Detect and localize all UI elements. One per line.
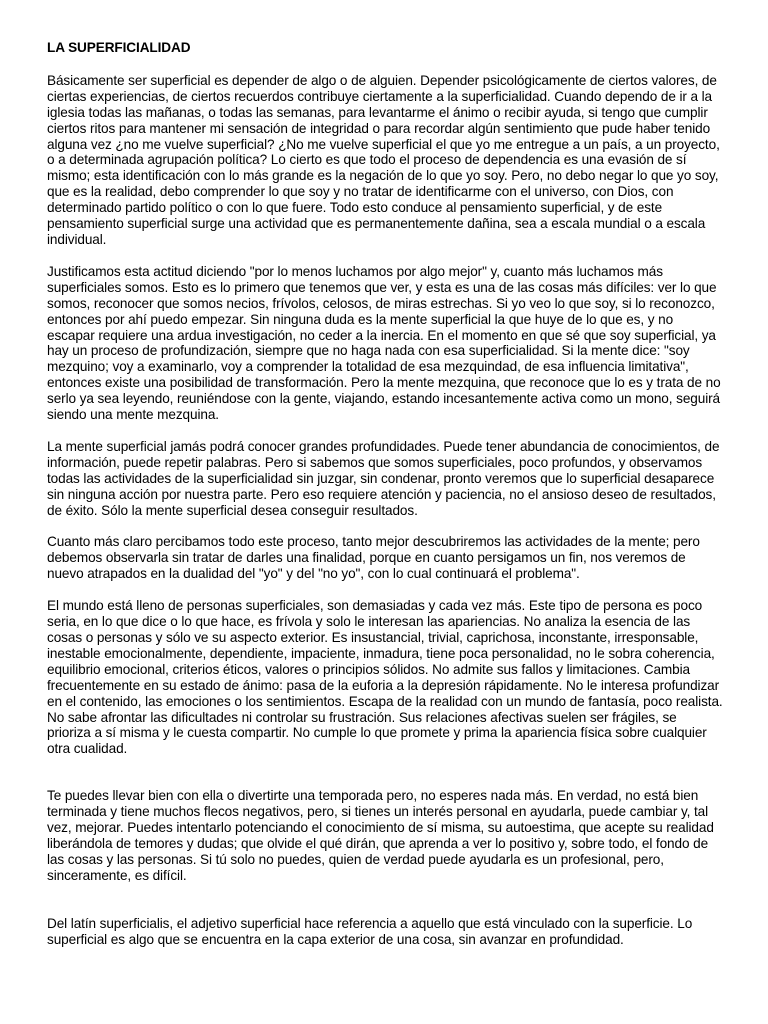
paragraph-6: Te puedes llevar bien con ella o divertirte una temporada pero, no esperes nada más. En verdad, no está bien terminada y tiene muchos flecos negativos, pero, si tienes un interés personal en ayudarla, puede cambiar y, tal vez, mejorar. Puedes intentarlo potenciando el conocimiento de sí misma, su autoestima, que acepte su realidad liberándola de temores y dudas; que olvide el qué dirán, que aprenda a ver lo positivo y, sobre todo, el fondo de las cosas y las personas. Si tú solo no puedes, quien de verdad puede ayudarla es un profesional, pero, sinceramente, es difícil. (47, 788, 714, 883)
document-title: LA SUPERFICIALIDAD (47, 40, 191, 55)
paragraph-3: La mente superficial jamás podrá conocer grandes profundidades. Puede tener abundancia de conocimientos, de información, puede repetir palabras. Pero si sabemos que somos superficiales, poco profundos, y observamos todas las actividades de la superficialidad sin juzgar, sin condenar, pronto veremos que lo superficial desaparece sin ninguna acción por nuestra parte. Pero eso requiere atención y paciencia, no el ansioso deseo de resultados, de éxito. Sólo la mente superficial desea conseguir resultados. (47, 438, 720, 518)
document-page (47, 40, 723, 948)
paragraph-7: Del latín superficialis, el adjetivo superficial hace referencia a aquello que está vinculado con la superficie. Lo superficial es algo que se encuentra en la capa exterior de una cosa, sin avanzar en profundidad. (47, 915, 693, 947)
paragraph-5: El mundo está lleno de personas superficiales, son demasiadas y cada vez más. Este tipo de persona es poco seria, en lo que dice o lo que hace, es frívola y solo le interesan las apariencias. No analiza la esencia de las cosas o personas y sólo ve su aspecto exterior. Es insustancial, trivial, caprichosa, inconstante, irresponsable, inestable emocionalmente, dependiente, impaciente, inmadura, tiene poca personalidad, no le sobra coherencia, equilibrio emocional, criterios éticos, valores o principios sólidos. No admite sus fallos y limitaciones. Cambia frecuentemente en su estado de ánimo: pasa de la euforia a la depresión rápidamente. No le interesa profundizar en el contenido, las emociones o los sentimientos. Escapa de la realidad con un mundo de fantasía, poco realista. No sabe afrontar las dificultades ni controlar su frustración. Sus relaciones afectivas suelen ser frágiles, se prioriza a sí misma y le cuesta compartir. No cumple lo que promete y prima la apariencia física sobre cualquier otra cualidad. (47, 598, 723, 757)
paragraph-1: Básicamente ser superficial es depender de algo o de alguien. Depender psicológicamente de ciertos valores, de ciertas experiencias, de ciertos recuerdos contribuye ciertamente a la superficialidad. Cuando dependo de ir a la iglesia todas las mañanas, o todas las semanas, para levantarme el ánimo o recibir ayuda, si tengo que cumplir ciertos ritos para mantener mi sensación de integridad o para recordar algún sentimiento que pude haber tenido alguna vez ¿no me vuelve superficial? ¿No me vuelve superficial el que yo me entregue a un país, a un proyecto, o a determinada agrupación política? Lo cierto es que todo el proceso de dependencia es una evasión de sí mismo; esta identificación con lo más grande es la negación de lo que yo soy. Pero, no debo negar lo que yo soy, que es la realidad, debo comprender lo que soy y no tratar de identificarme con el universo, con Dios, con determinado partido político o con lo que fuere. Todo esto conduce al pensamiento superficial, y de este pensamiento superficial surge una actividad que es permanentemente dañina, sea a escala mundial o a escala individual. (47, 72, 720, 247)
paragraph-2: Justificamos esta actitud diciendo "por lo menos luchamos por algo mejor" y, cuanto más luchamos más superficiales somos. Esto es lo primero que tenemos que ver, y esta es una de las cosas más difíciles: ver lo que somos, reconocer que somos necios, frívolos, celosos, de miras estrechas. Si yo veo lo que soy, si lo reconozco, entonces por ahí puedo empezar. Sin ninguna duda es la mente superficial la que huye de lo que es, y no escapar requiere una ardua investigación, no ceder a la inercia. En el momento en que sé que soy superficial, ya hay un proceso de profundización, siempre que no haga nada con esa superficialidad. Si la mente dice: "soy mezquino; voy a examinarlo, voy a comprender la totalidad de esa mezquindad, de esa influencia limitativa", entonces existe una posibilidad de transformación. Pero la mente mezquina, que reconoce que lo es y trata de no serlo ya sea leyendo, reuniéndose con la gente, viajando, estando incesantemente activa como un mono, seguirá siendo una mente mezquina. (47, 263, 721, 423)
paragraph-4: Cuanto más claro percibamos todo este proceso, tanto mejor descubriremos las actividades de la mente; pero debemos observarla sin tratar de darles una finalidad, porque en cuanto persigamos un fin, nos veremos de nuevo atrapados en la dualidad del "yo" y del "no yo", con lo cual continuará el problema". (47, 534, 700, 582)
